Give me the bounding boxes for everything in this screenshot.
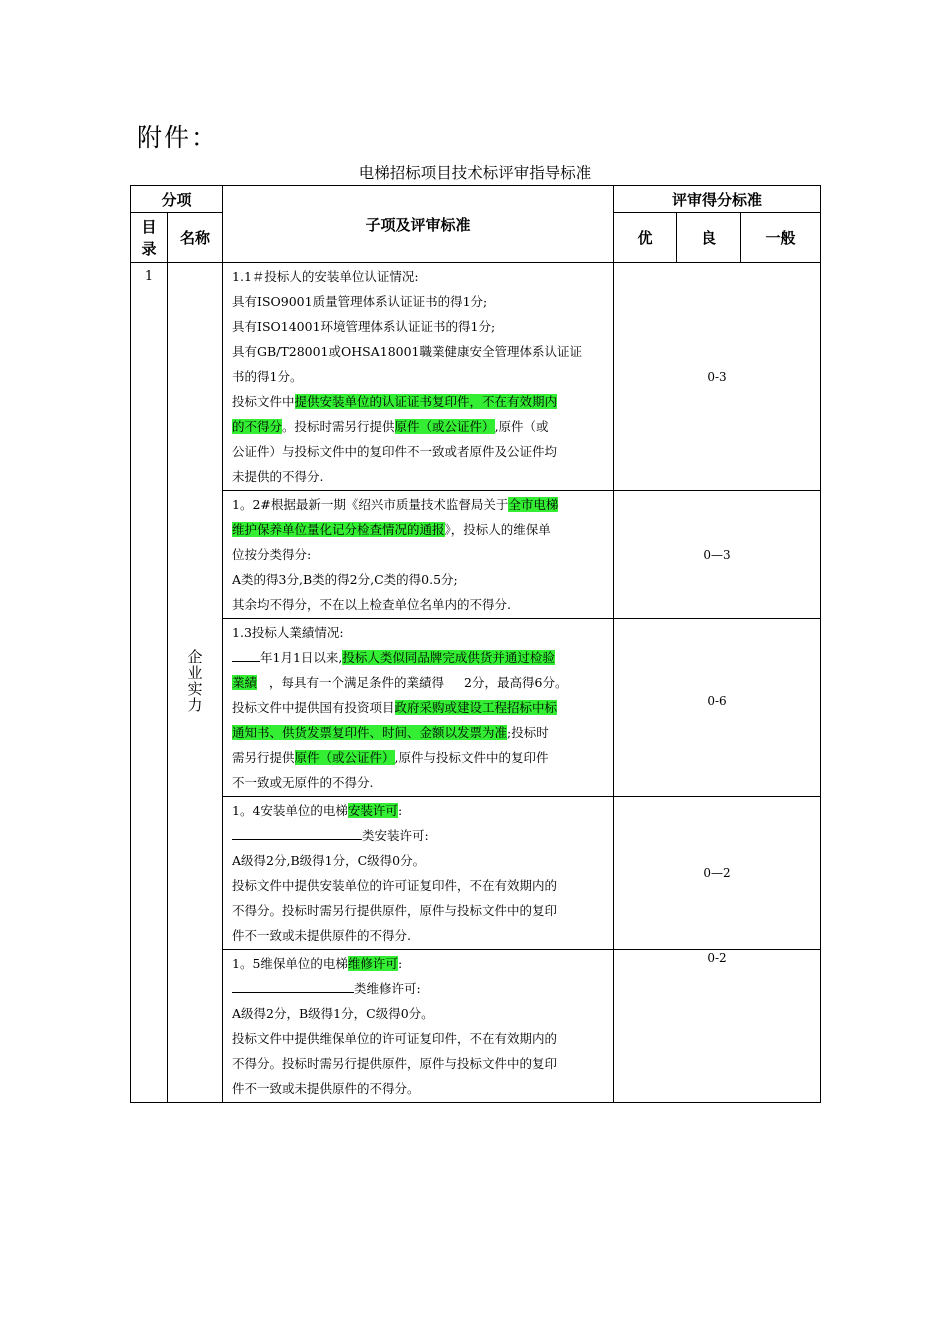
- criteria-row: [131, 263, 821, 491]
- highlighted-text: 维护保养单位量化记分检查情况的通报: [232, 522, 445, 537]
- document-title: 电梯招标项目技术标评审指导标准: [358, 164, 592, 182]
- highlighted-text: 的不得分: [232, 419, 283, 434]
- text-span: 需另行提供: [232, 750, 295, 765]
- criteria-line: [232, 798, 606, 823]
- header-category-group: 分项: [131, 186, 223, 213]
- criteria-line: 不得分。投标时需另行提供原件，原件与投标文件中的复印: [232, 903, 558, 918]
- criteria-line: A级得2分,B级得1分，C级得0分。: [232, 853, 426, 868]
- text-span: ;投标时: [507, 725, 549, 740]
- text-span: 投标文件中提供国有投资项目: [232, 700, 395, 715]
- highlighted-text: 通知书、供货发票复印件、时间、金额以发票为准: [232, 725, 508, 740]
- highlighted-text: 提供安装单位的认证证书复印件，不在有效期内: [294, 394, 558, 409]
- criteria-line: [232, 823, 606, 848]
- text-span: 》，投标人的维保单: [444, 522, 551, 537]
- criteria-line: [232, 976, 606, 1001]
- score-range: 0—2: [614, 797, 821, 950]
- criteria-line: A级得2分，B级得1分，C级得0分。: [232, 1006, 434, 1021]
- criteria-line: 件不一致或未提供原件的不得分。: [232, 1081, 420, 1096]
- criteria-line: [232, 645, 606, 670]
- criteria-line: 其余均不得分，不在以上检查单位名单内的不得分.: [232, 597, 511, 612]
- highlighted-text: 维修许可: [347, 956, 398, 971]
- section-name-text: 企业实力: [185, 648, 204, 713]
- criteria-line: 不得分。投标时需另行提供原件，原件与投标文件中的复印: [232, 1056, 558, 1071]
- text-span: ,原件（或: [494, 419, 549, 434]
- highlighted-text: 原件（或公证件）: [394, 419, 495, 434]
- header-row-1: [131, 186, 821, 213]
- section-index: 1: [131, 263, 168, 1103]
- highlighted-text: 業績: [232, 675, 258, 690]
- criteria-line: 未提供的不得分.: [232, 469, 324, 484]
- criteria-line: 具有GB/T28001或OHSA18001職業健康安全管理体系认证证: [232, 344, 583, 359]
- highlighted-text: 安装许可: [347, 803, 398, 818]
- criteria-line: 投标文件中提供维保单位的许可证复印件，不在有效期内的: [232, 1031, 558, 1046]
- text-span: :: [397, 803, 403, 818]
- score-range: 0-6: [614, 619, 821, 797]
- criteria-cell: [223, 950, 614, 1103]
- criteria-line: 位按分类得分:: [232, 547, 312, 562]
- highlighted-text: 全市电梯: [508, 497, 559, 512]
- criteria-line: [232, 389, 606, 414]
- criteria-line: 件不一致或未提供原件的不得分.: [232, 928, 411, 943]
- attachment-label: 附件：: [137, 123, 219, 152]
- criteria-line: [232, 951, 606, 976]
- criteria-cell: [223, 619, 614, 797]
- criteria-line: A类的得3分,B类的得2分,C类的得0.5分;: [232, 572, 458, 587]
- text-span: ，每具有一个满足条件的業績得: [269, 675, 445, 690]
- highlighted-text: 政府采购或建设工程招标中标: [394, 700, 558, 715]
- criteria-line: [232, 720, 606, 745]
- text-span: ,原件与投标文件中的复印件: [394, 750, 549, 765]
- criteria-line: [232, 695, 606, 720]
- score-range: 0-3: [614, 263, 821, 491]
- text-span: 1。5维保单位的电梯: [232, 956, 348, 971]
- evaluation-table: [130, 185, 821, 1103]
- criteria-line: 书的得1分。: [232, 369, 303, 384]
- criteria-row: [131, 491, 821, 619]
- header-name: 名称: [168, 213, 223, 263]
- section-name: [168, 263, 223, 1103]
- criteria-line: [232, 670, 606, 695]
- criteria-line: 公证件）与投标文件中的复印件不一致或者原件及公证件均: [232, 444, 558, 459]
- highlighted-text: 原件（或公证件）: [294, 750, 395, 765]
- score-range: 0-2: [614, 950, 821, 1103]
- highlighted-text: 投标人类似同品牌完成供货并通过检验: [342, 650, 555, 665]
- criteria-cell: [223, 797, 614, 950]
- text-span: 。投标时需另行提供: [282, 419, 395, 434]
- criteria-line: 1.3投标人業績情况:: [232, 625, 344, 640]
- score-range: 0—3: [614, 491, 821, 619]
- criteria-line: 不一致或无原件的不得分.: [232, 775, 374, 790]
- text-span: 类维修许可:: [354, 981, 421, 996]
- text-span: 年1月1日以来,: [260, 650, 343, 665]
- header-score-group: 评审得分标准: [614, 186, 821, 213]
- criteria-line: [232, 414, 606, 439]
- header-average: 一般: [741, 213, 821, 263]
- header-index-text: 目录: [141, 217, 157, 258]
- criteria-line: 具有ISO14001环境管理体系认证证书的得1分;: [232, 319, 496, 334]
- text-span: :: [397, 956, 403, 971]
- text-span: 1。4安装单位的电梯: [232, 803, 348, 818]
- text-span: 1。2#根据最新一期《绍兴市质量技术监督局关于: [232, 497, 509, 512]
- criteria-row: [131, 950, 821, 1103]
- criteria-line: 具有ISO9001质量管理体系认证证书的得1分;: [232, 294, 488, 309]
- criteria-row: [131, 619, 821, 797]
- criteria-line: [232, 517, 606, 542]
- header-excellent: 优: [614, 213, 677, 263]
- criteria-line: 投标文件中提供安装单位的许可证复印件，不在有效期内的: [232, 878, 558, 893]
- text-span: 2分，最高得6分。: [464, 675, 568, 690]
- criteria-line: [232, 745, 606, 770]
- criteria-line: [232, 492, 606, 517]
- criteria-line: 1.1＃投标人的安装单位认证情况:: [232, 269, 419, 284]
- text-span: 投标文件中: [232, 394, 295, 409]
- header-index: [131, 213, 168, 263]
- header-criteria: 子项及评审标准: [223, 186, 614, 263]
- criteria-row: [131, 797, 821, 950]
- fill-in-blank: [232, 824, 362, 840]
- text-span: 类安装许可:: [362, 828, 429, 843]
- criteria-cell: [223, 491, 614, 619]
- fill-in-blank: [232, 646, 260, 662]
- header-good: 良: [677, 213, 741, 263]
- fill-in-blank: [232, 977, 354, 993]
- criteria-cell: [223, 263, 614, 491]
